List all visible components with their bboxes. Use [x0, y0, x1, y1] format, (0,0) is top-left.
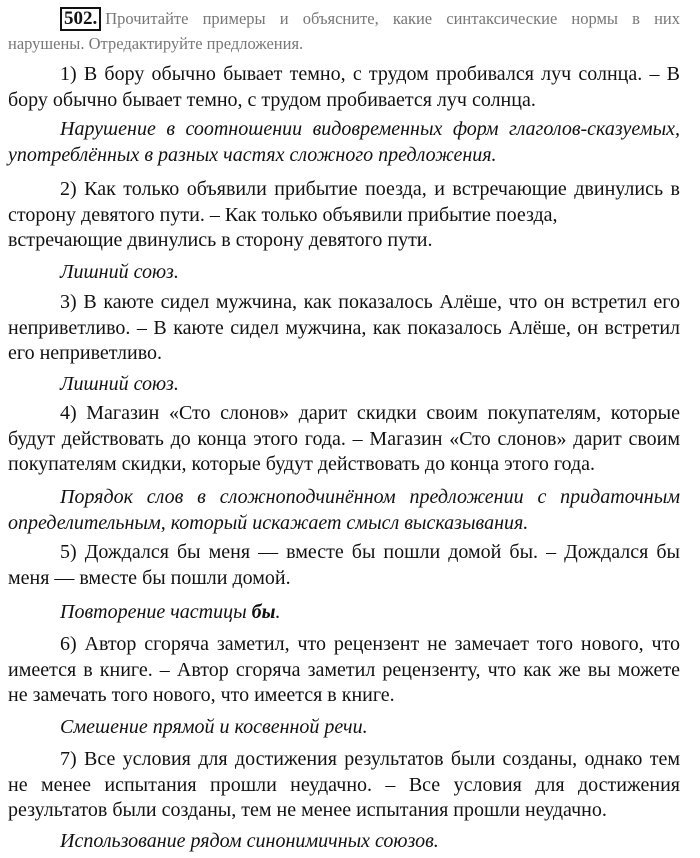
item-line: сторону девятого пути. – Как только объявили прибытие поезда, — [8, 203, 558, 226]
item-line: не менее испытания прошли неудачно. – Все условия для достижения — [8, 773, 680, 796]
item-6 — [8, 632, 680, 709]
item-line: 2) Как только объявили прибытие поезда, и встречающие двинулись в — [60, 178, 680, 200]
item-line: не замечать того нового, что имеется в книге. — [8, 684, 395, 706]
note-7 — [8, 829, 680, 855]
note-line: определительным, который искажает смысл высказывания. — [8, 511, 529, 534]
task-instruction: нарушены. Отредактируйте предложения. — [8, 34, 304, 53]
item-2 — [8, 177, 680, 254]
item-line: неприветливо. – В каюте сидел мужчина, как показалось Алёше, он встретил — [8, 316, 680, 339]
note-2 — [8, 260, 680, 286]
item-3 — [8, 290, 680, 367]
item-line: 4) Магазин «Сто слонов» дарит скидки своим покупателям, которые — [60, 402, 680, 424]
note-line: Использование рядом синонимичных союзов. — [60, 830, 439, 852]
item-line: встречающие двинулись в сторону девятого пути. — [8, 229, 433, 251]
item-5 — [8, 540, 680, 591]
note-line: Лишний союз. — [60, 261, 179, 283]
item-line: меня — вместе бы пошли домой. — [8, 566, 291, 589]
task-number: 502. — [60, 7, 101, 31]
note-end: . — [275, 601, 281, 623]
item-4 — [8, 401, 680, 478]
item-line: будут действовать до конца этого года. – Магазин «Сто слонов» дарит своим — [8, 427, 680, 450]
item-line: 6) Автор сгоряча заметил, что рецензент не замечает того нового, что — [60, 633, 680, 655]
note-4 — [8, 485, 680, 536]
item-line: 1) В бору обычно бывает темно, с трудом пробивался луч солнца. – В — [60, 63, 680, 85]
note-line: употреблённых в разных частях сложного предложения. — [8, 143, 497, 166]
note-6 — [8, 715, 680, 741]
note-line: Повторение частицы — [60, 601, 252, 623]
item-line: 3) В каюте сидел мужчина, как показалось Алёше, что он встретил его — [60, 291, 680, 313]
item-1 — [8, 62, 680, 113]
item-line: 7) Все условия для достижения результатов были созданы, однако тем — [60, 748, 680, 770]
note-line: Порядок слов в сложноподчинённом предложении с придаточным — [60, 486, 680, 508]
note-line: Нарушение в соотношении видовременных форм глаголов-сказуемых, — [60, 118, 680, 140]
note-5 — [8, 600, 680, 626]
item-line: результатов были созданы, тем не менее испытания прошли неудачно. — [8, 799, 607, 821]
item-line: покупателям скидки, которые будут действовать до конца этого года. — [8, 453, 596, 475]
note-line: Смешение прямой и косвенной речи. — [60, 716, 368, 738]
item-7 — [8, 747, 680, 824]
task-instruction: Прочитайте примеры и объясните, какие синтаксические нормы в них — [105, 9, 680, 28]
note-1 — [8, 117, 680, 168]
note-bold: бы — [251, 601, 276, 623]
item-line: имеется в книге. – Автор сгоряча заметил рецензенту, что как же вы можете — [8, 658, 680, 681]
task-header — [8, 6, 680, 56]
note-line: Лишний союз. — [60, 373, 179, 395]
item-line: бору обычно бывает темно, с трудом пробивается луч солнца. — [8, 88, 536, 111]
item-line: 5) Дождался бы меня — вместе бы пошли домой бы. – Дождался бы — [60, 541, 680, 563]
item-line: его неприветливо. — [8, 342, 163, 364]
note-3 — [8, 372, 680, 398]
